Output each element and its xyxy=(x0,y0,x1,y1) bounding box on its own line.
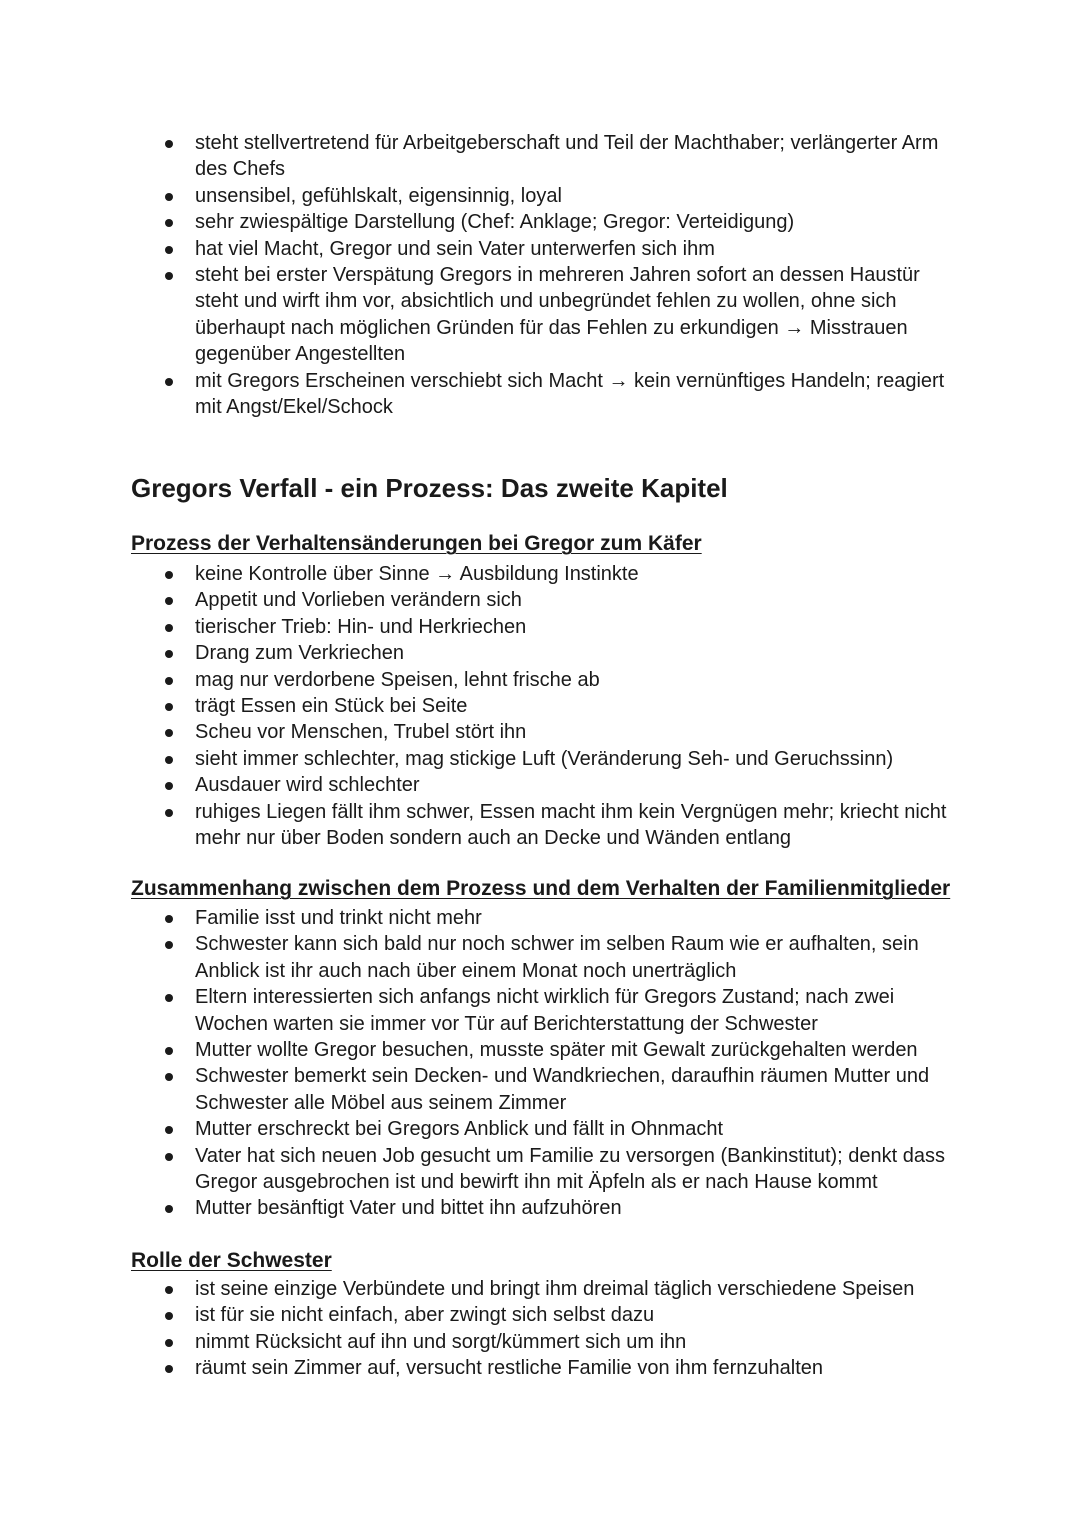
list-item-text: Appetit und Vorlieben verändern sich xyxy=(195,589,522,612)
list-item xyxy=(0,1143,1080,1196)
bullet-icon xyxy=(165,1153,173,1161)
bullet-icon xyxy=(165,1339,173,1347)
list-item xyxy=(0,262,1080,368)
list-item-text: nimmt Rücksicht auf ihn und sorgt/kümmert sich um ihn xyxy=(195,1330,687,1353)
section-heading-sister-role: Rolle der Schwester xyxy=(131,1249,332,1272)
bullet-icon xyxy=(165,782,173,790)
list-item-text: tierischer Trieb: Hin- und Herkriechen xyxy=(195,615,527,638)
list-item xyxy=(0,587,1080,613)
list-item xyxy=(0,1037,1080,1063)
list-item-text: hat viel Macht, Gregor und sein Vater unterwerfen sich ihm xyxy=(195,237,715,260)
bullet-icon xyxy=(165,571,173,579)
bullet-icon xyxy=(165,1073,173,1081)
list-item-text: Vater hat sich neuen Job gesucht um Familie zu versorgen (Bankinstitut); denkt dass Gregor ausgebrochen ist und bewirft ihn mit Äpfeln als er nach Hause kommt xyxy=(195,1144,946,1194)
list-item xyxy=(0,1116,1080,1142)
list-item-text: Schwester kann sich bald nur noch schwer im selben Raum wie er aufhalten, sein Anblick ist ihr auch nach über einem Monat noch unerträglich xyxy=(195,933,919,982)
list-item-text: unsensibel, gefühlskalt, eigensinnig, loyal xyxy=(195,184,562,207)
list-item xyxy=(0,931,1080,984)
list-item xyxy=(0,984,1080,1037)
list-item xyxy=(0,183,1080,209)
section-heading-family-behavior: Zusammenhang zwischen dem Prozess und dem Verhalten der Familienmitglieder xyxy=(131,877,951,900)
bullet-icon xyxy=(165,1365,173,1373)
list-item xyxy=(0,667,1080,693)
list-item-text: Eltern interessierten sich anfangs nicht wirklich für Gregors Zustand; nach zwei Wochen warten sie immer vor Tür auf Berichterstattung der Schwester xyxy=(195,986,895,1035)
bullet-icon xyxy=(165,246,173,254)
list-item xyxy=(0,905,1080,931)
list-item-text: Mutter erschreckt bei Gregors Anblick und fällt in Ohnmacht xyxy=(195,1118,724,1141)
bullet-icon xyxy=(165,941,173,949)
bullet-icon xyxy=(165,729,173,737)
list-item-text: mag nur verdorbene Speisen, lehnt frische ab xyxy=(195,668,600,691)
list-item-text: steht stellvertretend für Arbeitgeberschaft und Teil der Machthaber; verlängerter Arm des Chefs xyxy=(195,132,939,181)
bullet-icon xyxy=(165,756,173,764)
list-item-text: ist seine einzige Verbündete und bringt ihm dreimal täglich verschiedene Speisen xyxy=(195,1278,915,1300)
list-item-text: Ausdauer wird schlechter xyxy=(195,774,420,797)
list-item xyxy=(0,614,1080,640)
list-item xyxy=(0,640,1080,666)
list-item-text: ruhiges Liegen fällt ihm schwer, Essen macht ihm kein Vergnügen mehr; kriecht nicht mehr nur über Boden sondern auch an Decke und Wänden entlang xyxy=(195,800,947,850)
bullet-icon xyxy=(165,1205,173,1213)
list-item xyxy=(0,1063,1080,1116)
list-item-text: ist für sie nicht einfach, aber zwingt sich selbst dazu xyxy=(195,1304,655,1327)
bullet-icon xyxy=(165,193,173,201)
list-item xyxy=(0,1355,1080,1381)
bullet-icon xyxy=(165,1286,173,1294)
list-item xyxy=(0,561,1080,587)
list-item xyxy=(0,209,1080,235)
list-item xyxy=(0,1195,1080,1221)
bullet-icon xyxy=(165,650,173,658)
list-item xyxy=(0,236,1080,262)
list-item xyxy=(0,799,1080,852)
list-item-text: Drang zum Verkriechen xyxy=(195,642,404,665)
family-behavior-list xyxy=(0,905,1080,1222)
list-item xyxy=(0,130,1080,183)
list-item xyxy=(0,719,1080,745)
sister-role-list xyxy=(0,1276,1080,1382)
list-item-text: räumt sein Zimmer auf, versucht restliche Familie von ihm fernzuhalten xyxy=(195,1357,824,1380)
bullet-icon xyxy=(165,994,173,1002)
intro-bullet-list xyxy=(0,130,1080,420)
list-item xyxy=(0,1302,1080,1328)
bullet-icon xyxy=(165,597,173,605)
list-item xyxy=(0,746,1080,772)
bullet-icon xyxy=(165,703,173,711)
bullet-icon xyxy=(165,1126,173,1134)
bullet-icon xyxy=(165,915,173,923)
list-item-text: keine Kontrolle über Sinne → Ausbildung Instinkte xyxy=(195,563,639,585)
list-item xyxy=(0,1276,1080,1302)
list-item-text: Scheu vor Menschen, Trubel stört ihn xyxy=(195,721,527,744)
bullet-icon xyxy=(165,219,173,227)
list-item xyxy=(0,1329,1080,1355)
list-item xyxy=(0,368,1080,421)
list-item-text: Mutter wollte Gregor besuchen, musste später mit Gewalt zurückgehalten werden xyxy=(195,1039,918,1062)
list-item-text: mit Gregors Erscheinen verschiebt sich Macht → kein vernünftiges Handeln; reagiert mit Angst/Ekel/Schock xyxy=(195,369,945,419)
bullet-icon xyxy=(165,677,173,685)
bullet-icon xyxy=(165,624,173,632)
section-heading-behavior-changes: Prozess der Verhaltensänderungen bei Gregor zum Käfer xyxy=(131,532,702,555)
bullet-icon xyxy=(165,272,173,280)
list-item-text: Mutter besänftigt Vater und bittet ihn aufzuhören xyxy=(195,1197,622,1220)
behavior-changes-list xyxy=(0,561,1080,851)
list-item-text: Familie isst und trinkt nicht mehr xyxy=(195,907,482,929)
bullet-icon xyxy=(165,1047,173,1055)
bullet-icon xyxy=(165,1312,173,1320)
bullet-icon xyxy=(165,140,173,148)
list-item-text: sieht immer schlechter, mag stickige Luft (Veränderung Seh- und Geruchssinn) xyxy=(195,747,894,770)
list-item-text: Schwester bemerkt sein Decken- und Wandkriechen, daraufhin räumen Mutter und Schwester alle Möbel aus seinem Zimmer xyxy=(195,1065,930,1114)
list-item-text: steht bei erster Verspätung Gregors in mehreren Jahren sofort an dessen Haustür steht und wirft ihm vor, absichtlich und unbegründet fehlen zu wollen, ohne sich überhaupt nach möglichen Gründen für das Fehlen zu erkundigen → Misstrauen gegenüber Angestellten xyxy=(195,264,920,366)
list-item xyxy=(0,772,1080,798)
list-item-text: sehr zwiespältige Darstellung (Chef: Anklage; Gregor: Verteidigung) xyxy=(195,211,795,234)
bullet-icon xyxy=(165,378,173,386)
list-item xyxy=(0,693,1080,719)
chapter-heading: Gregors Verfall - ein Prozess: Das zweite Kapitel xyxy=(131,473,728,503)
list-item-text: trägt Essen ein Stück bei Seite xyxy=(195,695,468,718)
bullet-icon xyxy=(165,809,173,817)
